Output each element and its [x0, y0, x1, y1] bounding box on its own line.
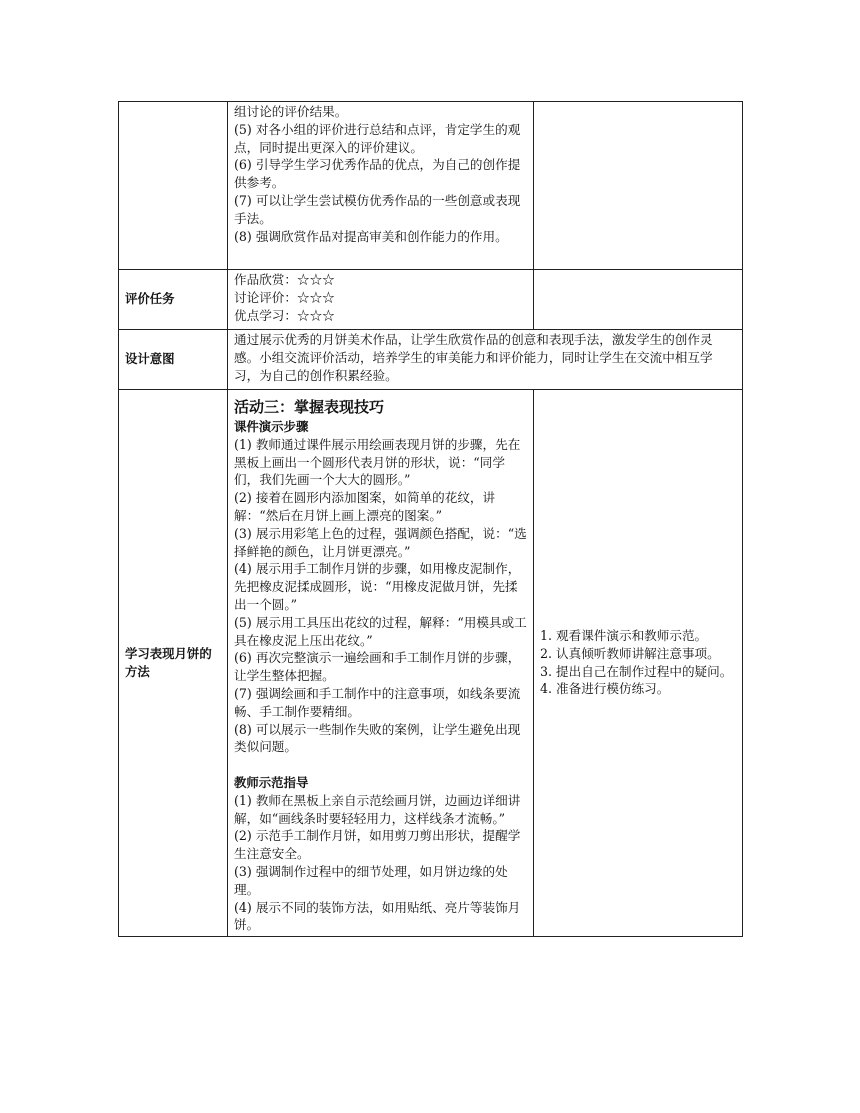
step-item: (4) 展示用手工制作月饼的步骤，如用橡皮泥制作，先把橡皮泥揉成圆形，说：“用橡皮泥做月饼，先揉出一个圆。”: [234, 561, 521, 612]
step-item: (2) 示范手工制作月饼，如用剪刀剪出形状，提醒学生注意安全。: [234, 828, 521, 862]
step-item: (5) 展示用工具压出花纹的过程，解释：“用模具或工具在橡皮泥上压出花纹。”: [234, 614, 527, 648]
student-step: 3. 提出自己在制作过程中的疑问。: [540, 663, 733, 679]
step-item: (7) 强调绘画和手工制作中的注意事项，如线条要流畅、手工制作要精细。: [234, 685, 521, 719]
step-item: (3) 展示用彩笔上色的过程，强调颜色搭配，说：“选择鲜艳的颜色，让月饼更漂亮。”: [234, 525, 527, 559]
rating-item: 作品欣赏：☆☆☆: [234, 272, 335, 287]
student-step: 1. 观看课件演示和教师示范。: [540, 627, 708, 643]
step-item: (1) 教师在黑板上亲自示范绘画月饼，边画边详细讲解，如“画线条时要轻轻用力，这样线条才流畅。”: [234, 792, 521, 826]
step-item: (1) 教师通过课件展示用绘画表现月饼的步骤，先在黑板上画出一个圆形代表月饼的形状，说：“同学们，我们先画一个大大的圆形。”: [234, 436, 521, 488]
lesson-plan-table: [118, 101, 743, 937]
rating-item: 讨论评价：☆☆☆: [234, 289, 335, 305]
step-item: (2) 接着在圆形内添加图案，如简单的花纹，讲解：“然后在月饼上画上漂亮的图案。”: [234, 490, 496, 523]
evaluation-cell: [228, 270, 534, 330]
student-step: 4. 准备进行模仿练习。: [540, 681, 670, 697]
empty-cell: [534, 270, 743, 330]
table-row: [119, 270, 743, 330]
student-activity-cell: [534, 390, 743, 937]
design-intent-text: 通过展示优秀的月饼美术作品，让学生欣赏作品的创意和表现手法，激发学生的创作灵感。小组交流评价活动，培养学生的审美能力和评价能力，同时让学生在交流中相互学习，为自己的创作积累经验。: [228, 330, 743, 390]
teacher-activity-cell: [228, 102, 534, 270]
rating-item: 优点学习：☆☆☆: [234, 307, 335, 323]
table-row: [119, 330, 743, 390]
table-row: [119, 102, 743, 270]
step-item: (3) 强调制作过程中的细节处理，如月饼边缘的处理。: [234, 863, 508, 897]
text-line: (8) 强调欣赏作品对提高审美和创作能力的作用。: [234, 228, 508, 244]
row-label: 评价任务: [119, 270, 228, 330]
spacer: [234, 756, 527, 774]
table-row: [119, 390, 743, 937]
section-title: 课件演示步骤: [234, 419, 309, 434]
step-item: (6) 再次完整演示一遍绘画和手工制作月饼的步骤，让学生整体把握。: [234, 650, 521, 684]
row-label-empty: [119, 102, 228, 270]
step-item: (8) 可以展示一些制作失败的案例，让学生避免出现类似问题。: [234, 721, 521, 755]
step-item: (4) 展示不同的装饰方法，如用贴纸、亮片等装饰月饼。: [234, 899, 521, 933]
row-label: 学习表现月饼的方法: [119, 390, 228, 937]
student-step: 2. 认真倾听教师讲解注意事项。: [540, 645, 720, 661]
text-line: (7) 可以让学生尝试模仿优秀作品的一些创意或表现手法。: [234, 192, 521, 226]
teacher-activity-cell: [228, 390, 534, 937]
activity-title: 活动三：掌握表现技巧: [234, 398, 385, 416]
row-label: 设计意图: [119, 330, 228, 390]
text-line: 组讨论的评价结果。: [234, 104, 348, 119]
text-line: (5) 对各小组的评价进行总结和点评，肯定学生的观点，同时提出更深入的评价建议。: [234, 121, 521, 155]
section-title: 教师示范指导: [234, 774, 309, 790]
text-line: (6) 引导学生学习优秀作品的优点，为自己的创作提供参考。: [234, 157, 521, 191]
student-activity-cell: [534, 102, 743, 270]
